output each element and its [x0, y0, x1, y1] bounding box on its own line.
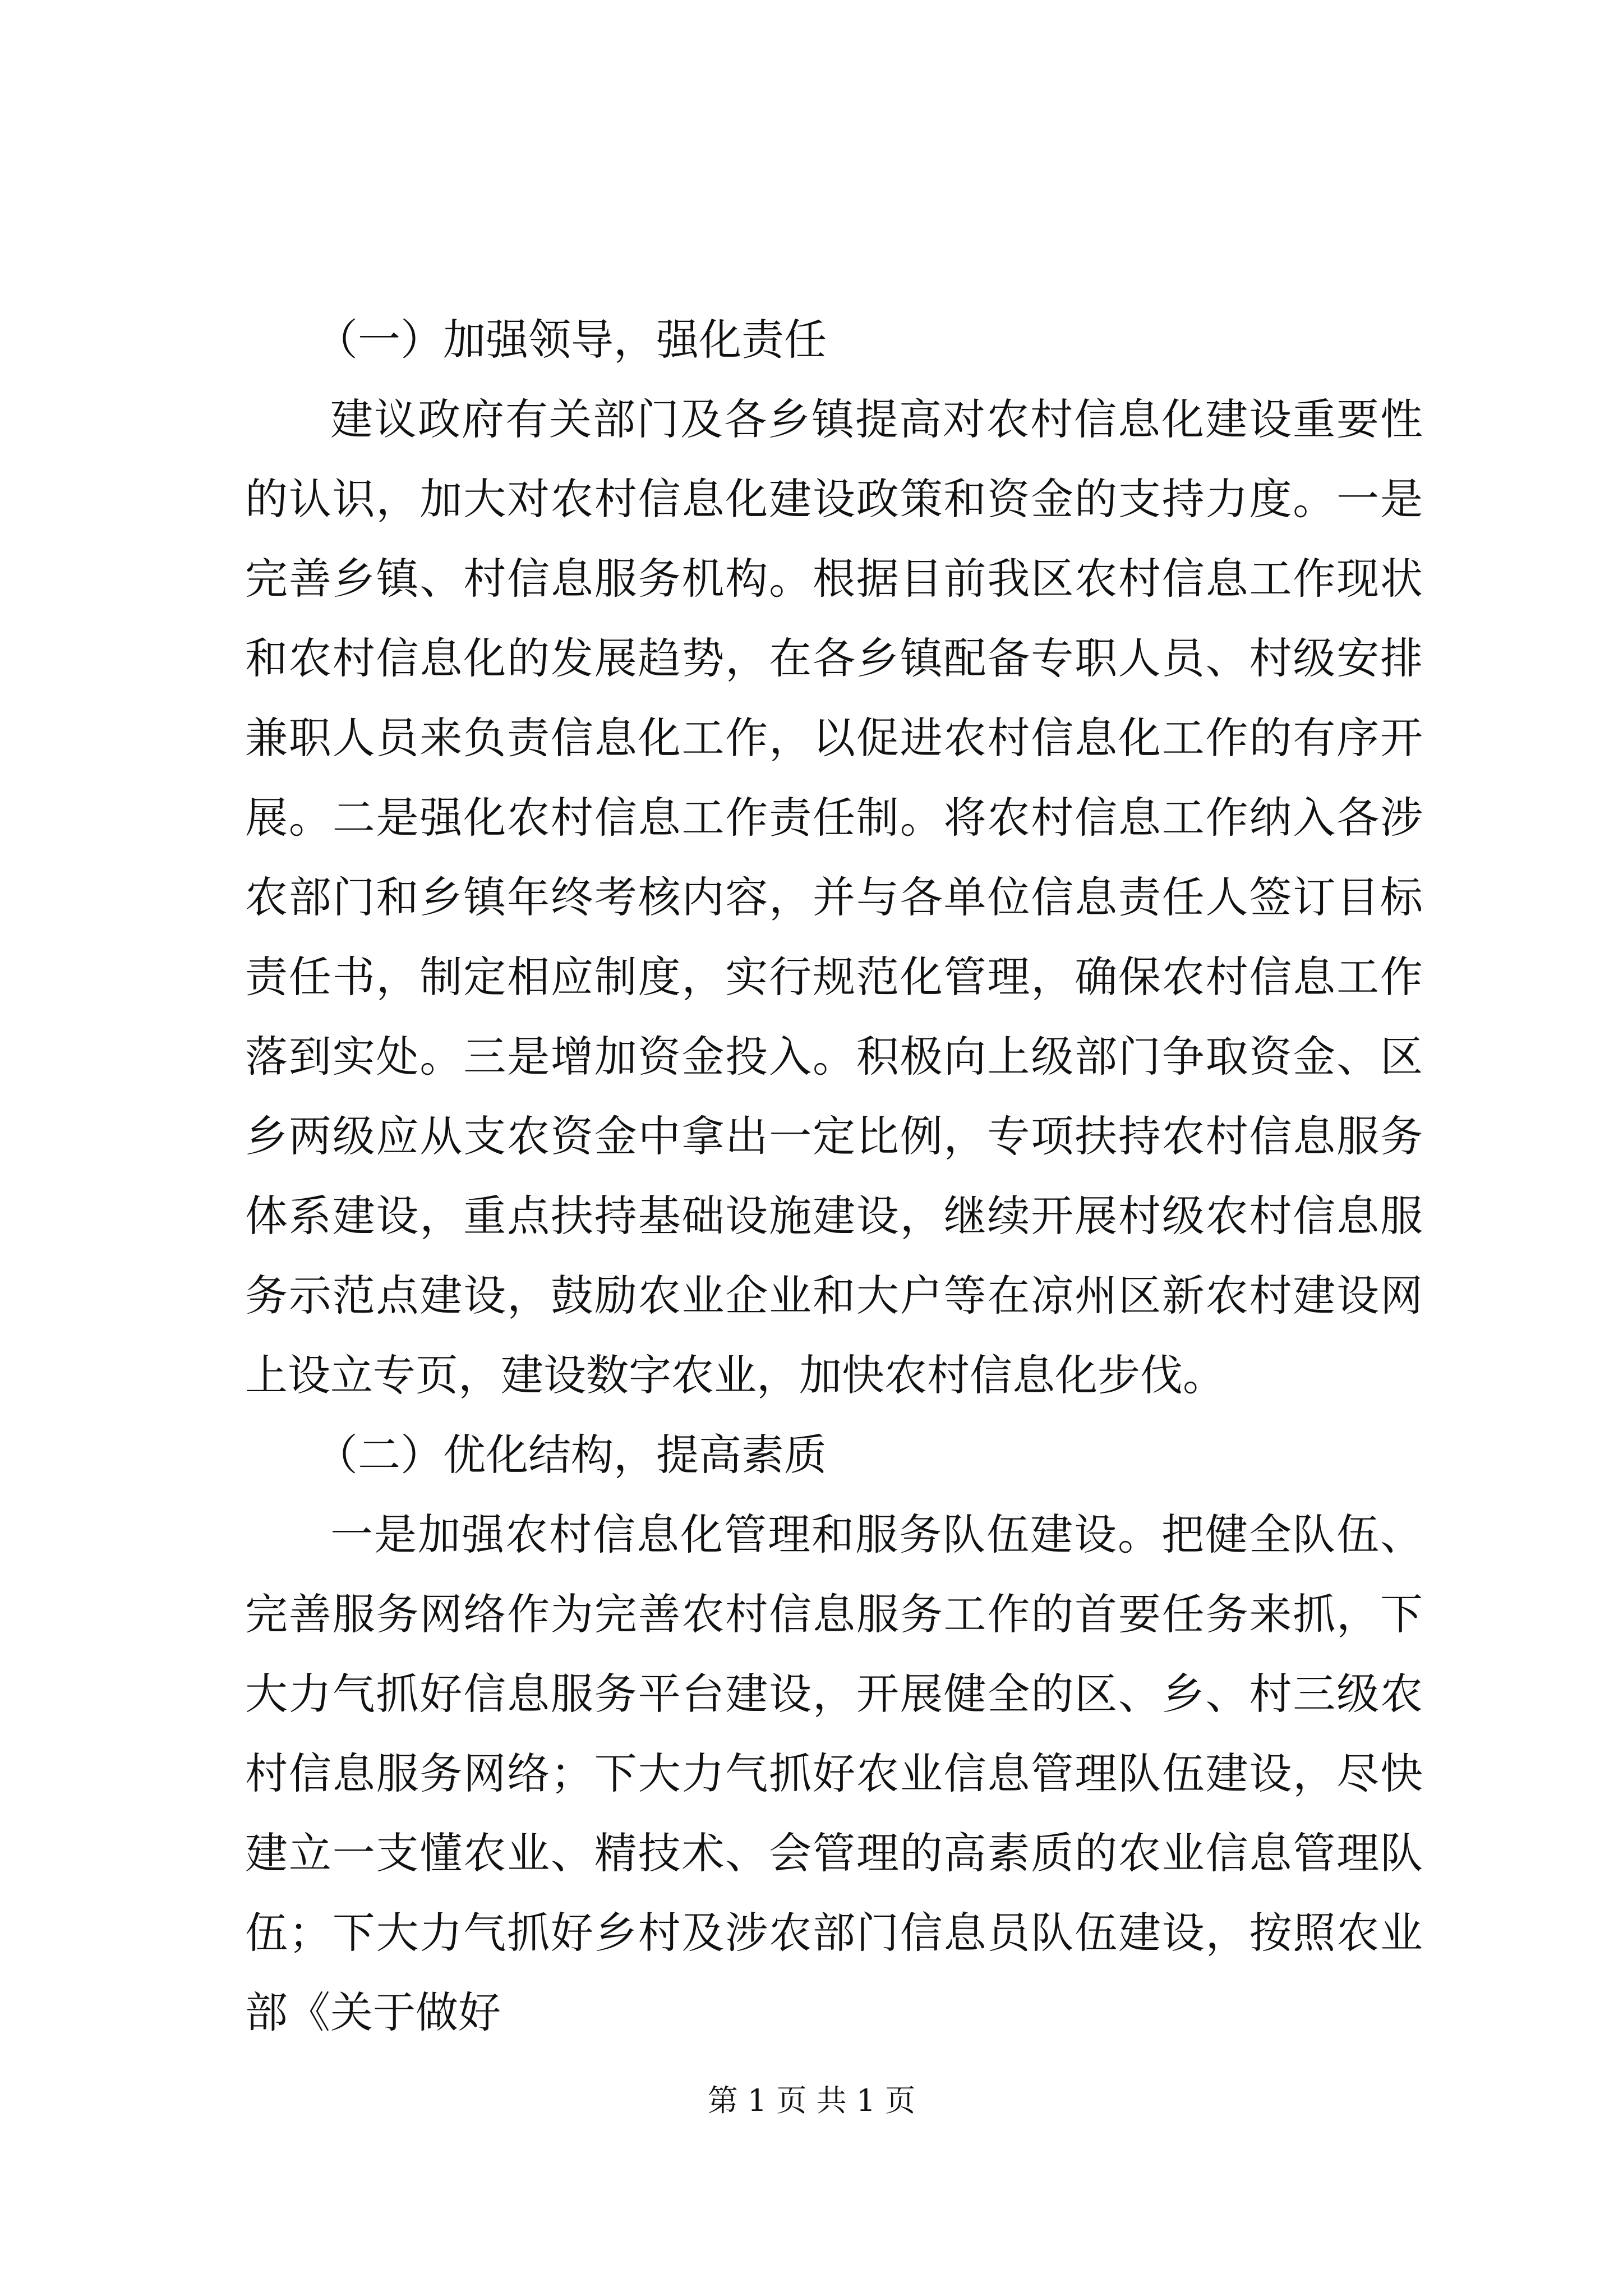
- section-2-paragraph: 一是加强农村信息化管理和服务队伍建设。把健全队伍、完善服务网络作为完善农村信息服务工作的首要任务来抓，下大力气抓好信息服务平台建设，开展健全的区、乡、村三级农村信息服务网络；下大力气抓好农业信息管理队伍建设，尽快建立一支懂农业、精技术、会管理的高素质的农业信息管理队伍；下大力气抓好乡村及涉农部门信息员队伍建设，按照农业部《关于做好: [245, 1510, 1423, 2037]
- section-1-paragraph: 建议政府有关部门及各乡镇提高对农村信息化建设重要性的认识，加大对农村信息化建设政策和资金的支持力度。一是完善乡镇、村信息服务机构。根据目前我区农村信息工作现状和农村信息化的发展趋势，在各乡镇配备专职人员、村级安排兼职人员来负责信息化工作，以促进农村信息化工作的有序开展。二是强化农村信息工作责任制。将农村信息工作纳入各涉农部门和乡镇年终考核内容，并与各单位信息责任人签订目标责任书，制定相应制度，实行规范化管理，确保农村信息工作落到实处。三是增加资金投入。积极向上级部门争取资金、区乡两级应从支农资金中拿出一定比例，专项扶持农村信息服务体系建设，重点扶持基础设施建设，继续开展村级农村信息服务示范点建设，鼓励农业企业和大户等在凉州区新农村建设网上设立专页，建设数字农业，加快农村信息化步伐。: [245, 394, 1423, 1400]
- document-body: [245, 300, 1423, 2053]
- section-1-heading: （一）加强领导，强化责任: [315, 315, 827, 365]
- section-2-heading: （二）优化结构，提高素质: [315, 1430, 827, 1480]
- page-footer: 第 1 页 共 1 页: [707, 2083, 916, 2118]
